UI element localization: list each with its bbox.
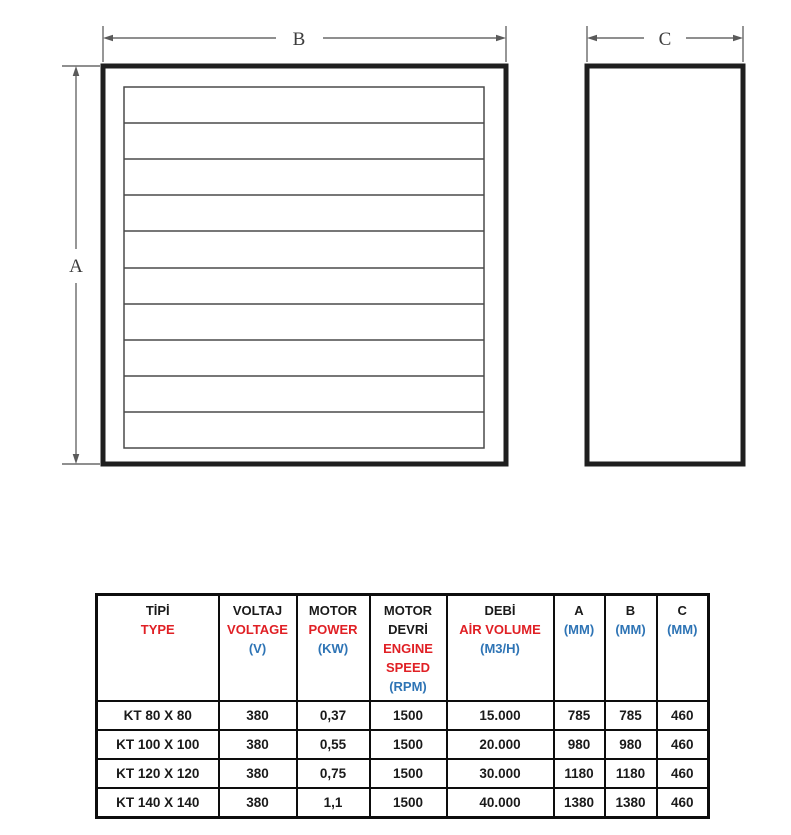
- front-view: [103, 66, 506, 464]
- header-label-tr: A: [574, 603, 584, 618]
- dimension-a: [62, 66, 100, 464]
- cell-dim-c: 460: [657, 759, 709, 788]
- table-row: [97, 759, 709, 788]
- header-label-en: POWER: [308, 622, 358, 637]
- cell-rpm: 1500: [370, 730, 447, 759]
- front-view-frame: [103, 66, 506, 464]
- arrowhead: [587, 35, 597, 42]
- header-label-unit: (MM): [667, 622, 698, 637]
- side-view: [587, 66, 743, 464]
- spec-table: [95, 593, 710, 819]
- dimension-c: [587, 26, 743, 62]
- header-label-tr: DEBİ: [484, 603, 516, 618]
- cell-dim-a: 980: [554, 730, 605, 759]
- dimension-b-label: B: [292, 29, 306, 50]
- header-label-tr: MOTOR: [308, 603, 358, 618]
- col-header-type: [97, 595, 219, 702]
- cell-dim-b: 1380: [605, 788, 657, 818]
- cell-power: 1,1: [297, 788, 370, 818]
- cell-dim-c: 460: [657, 730, 709, 759]
- dimension-b: [103, 26, 506, 62]
- col-header-air-volume: [447, 595, 554, 702]
- cell-voltage: 380: [219, 759, 297, 788]
- cell-voltage: 380: [219, 701, 297, 730]
- cell-dim-c: 460: [657, 701, 709, 730]
- header-label-en: AİR VOLUME: [459, 622, 541, 637]
- header-label-tr: B: [625, 603, 636, 618]
- col-header-voltage: [219, 595, 297, 702]
- header-label-unit: (MM): [563, 622, 595, 637]
- cell-voltage: 380: [219, 788, 297, 818]
- header-label-unit: (V): [248, 641, 267, 656]
- table-row: [97, 730, 709, 759]
- col-header-dim-a: [554, 595, 605, 702]
- cell-dim-b: 980: [605, 730, 657, 759]
- header-label-en: ENGINE: [383, 641, 433, 656]
- col-header-dim-b: [605, 595, 657, 702]
- cell-dim-b: 1180: [605, 759, 657, 788]
- header-label-unit: (MM): [615, 622, 646, 637]
- side-view-frame: [587, 66, 743, 464]
- arrowhead: [73, 66, 80, 76]
- cell-dim-b: 785: [605, 701, 657, 730]
- cell-power: 0,75: [297, 759, 370, 788]
- header-label-tr: VOLTAJ: [232, 603, 283, 618]
- cell-type: KT 100 X 100: [97, 730, 219, 759]
- header-label-en: VOLTAGE: [227, 622, 288, 637]
- spec-table-section: [95, 593, 707, 819]
- cell-air-volume: 20.000: [447, 730, 554, 759]
- cell-dim-a: 785: [554, 701, 605, 730]
- header-label-tr: TİPİ: [145, 603, 170, 618]
- table-row: [97, 788, 709, 818]
- cell-type: KT 80 X 80: [97, 701, 219, 730]
- arrowhead: [496, 35, 506, 42]
- col-header-dim-c: [657, 595, 709, 702]
- cell-air-volume: 30.000: [447, 759, 554, 788]
- cell-dim-c: 460: [657, 788, 709, 818]
- cell-dim-a: 1380: [554, 788, 605, 818]
- arrowhead: [103, 35, 113, 42]
- cell-power: 0,55: [297, 730, 370, 759]
- louver-slats: [124, 123, 484, 412]
- arrowhead: [73, 454, 80, 464]
- header-row: [97, 595, 709, 702]
- header-label-en: SPEED: [385, 660, 431, 675]
- header-label-en: TYPE: [140, 622, 175, 637]
- cell-power: 0,37: [297, 701, 370, 730]
- header-label-unit: (M3/H): [480, 641, 520, 656]
- cell-dim-a: 1180: [554, 759, 605, 788]
- cell-air-volume: 40.000: [447, 788, 554, 818]
- table-row: [97, 701, 709, 730]
- dimension-a-label: A: [69, 256, 83, 277]
- col-header-motor-power: [297, 595, 370, 702]
- header-label-tr: C: [677, 603, 687, 618]
- cell-rpm: 1500: [370, 701, 447, 730]
- cell-voltage: 380: [219, 730, 297, 759]
- cell-air-volume: 15.000: [447, 701, 554, 730]
- cell-rpm: 1500: [370, 759, 447, 788]
- header-label-unit: (KW): [317, 641, 349, 656]
- header-label-tr: DEVRİ: [388, 622, 428, 637]
- arrowhead: [733, 35, 743, 42]
- header-label-unit: (RPM): [389, 679, 427, 694]
- cell-rpm: 1500: [370, 788, 447, 818]
- cell-type: KT 120 X 120: [97, 759, 219, 788]
- col-header-engine-speed: [370, 595, 447, 702]
- header-label-tr: MOTOR: [383, 603, 433, 618]
- dimension-c-label: C: [658, 29, 672, 50]
- cell-type: KT 140 X 140: [97, 788, 219, 818]
